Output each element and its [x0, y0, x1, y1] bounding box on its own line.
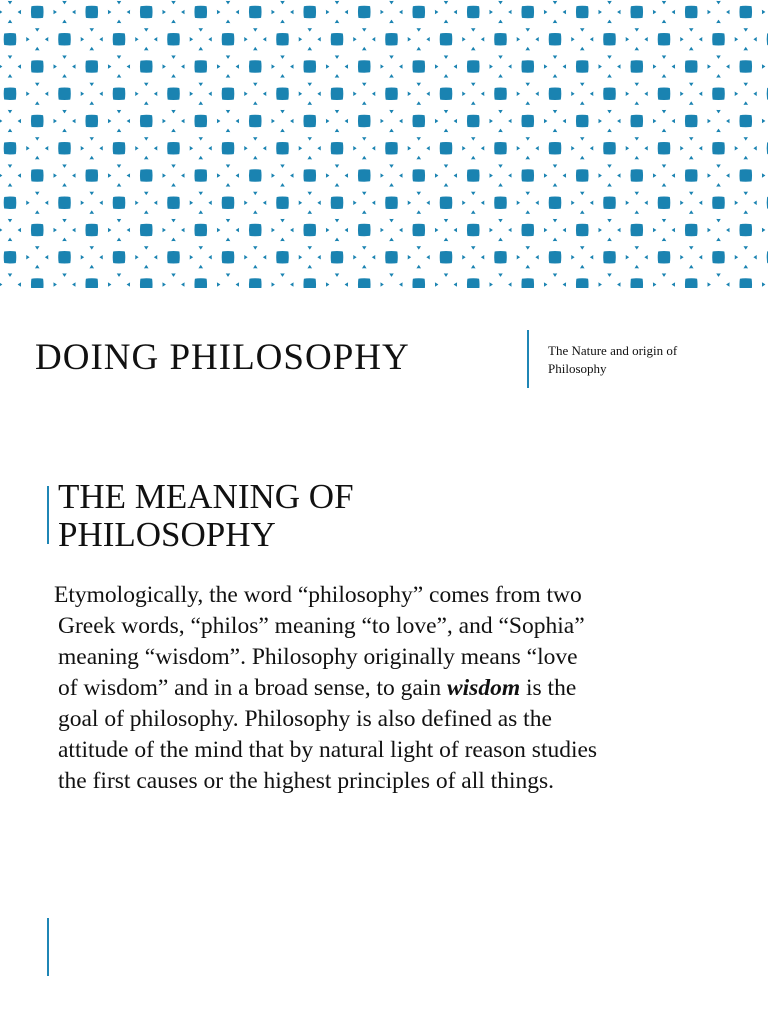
heading-accent-bar: [47, 486, 49, 544]
body-line-6: attitude of the mind that by natural light of reason studies: [58, 737, 598, 763]
body-line-4-text: of wisdom” and in a broad sense, to gain: [58, 675, 447, 701]
pattern-banner: [0, 0, 768, 288]
body-line-1: Etymologically, the word “philosophy” comes from two: [54, 582, 582, 608]
body-line-7: the first causes or the highest principles of all things.: [58, 768, 555, 794]
emphasis-wisdom: wisdom: [446, 675, 521, 701]
body-line-4-tail: is the: [520, 675, 577, 701]
body-line-2: Greek words, “philos” meaning “to love”, and “Sophia”: [58, 613, 585, 639]
section-heading-line2: PHILOSOPHY: [58, 515, 276, 554]
body-line-4: [50, 673, 730, 704]
title-divider: [527, 330, 529, 388]
section-heading-line1: THE MEANING OF: [58, 477, 354, 516]
section-heading: [58, 478, 478, 554]
footer-accent-bar: [47, 918, 49, 976]
interlocking-circles-pattern: [0, 0, 768, 288]
subtitle: The Nature and origin of Philosophy: [548, 343, 678, 376]
page-title: DOING PHILOSOPHY: [35, 337, 410, 378]
body-line-3: meaning “wisdom”. Philosophy originally means “love: [58, 644, 578, 670]
title-block: [0, 288, 768, 418]
body-paragraph: [50, 580, 730, 797]
body-line-5: goal of philosophy. Philosophy is also defined as the: [58, 706, 552, 732]
